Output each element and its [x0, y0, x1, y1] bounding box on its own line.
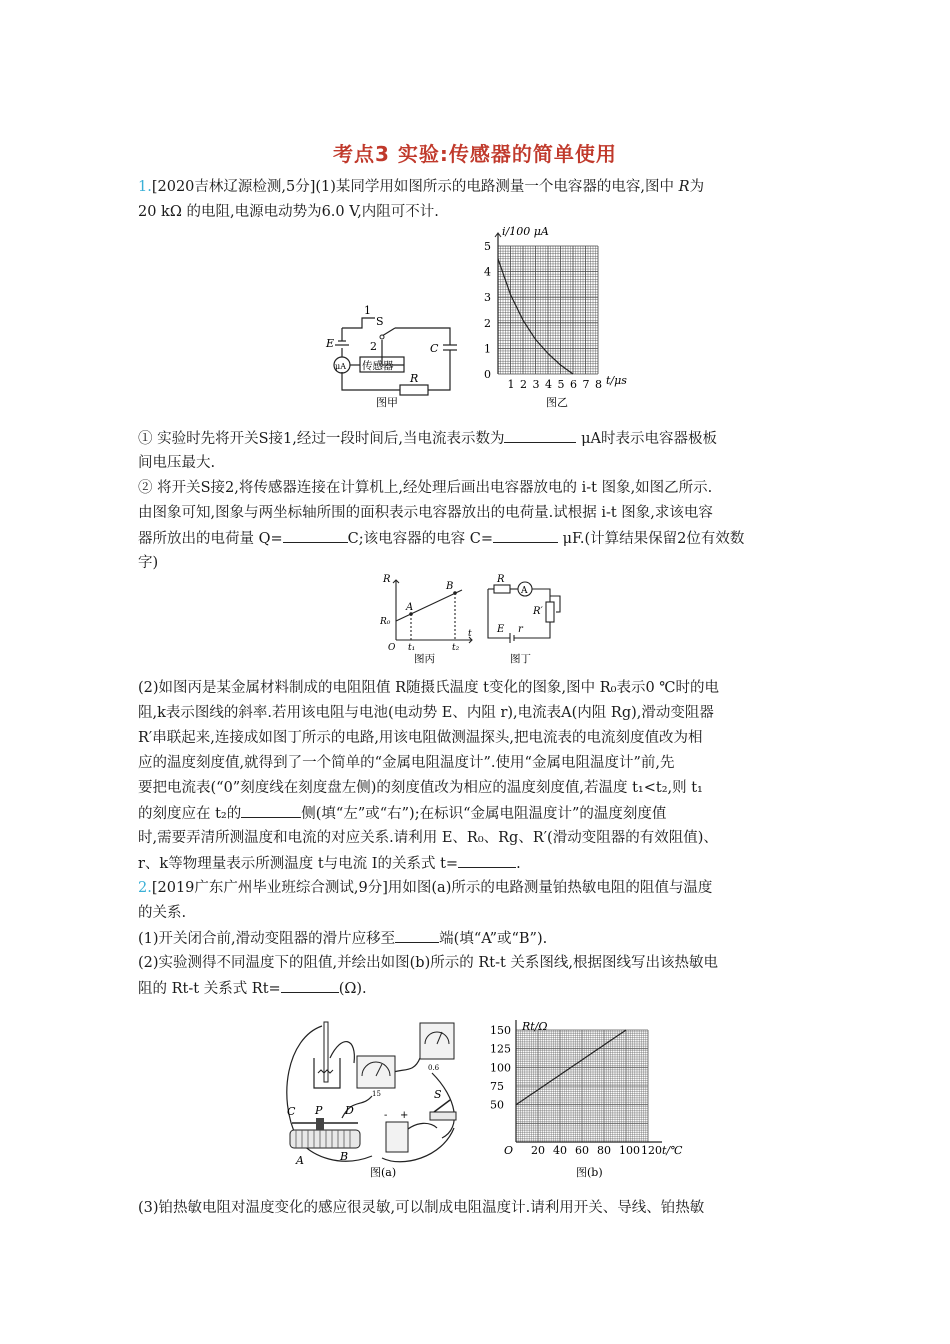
- yi-xtick-label: 1: [507, 378, 515, 391]
- bing-O: O: [388, 643, 396, 653]
- a-caption: 图(a): [370, 1166, 397, 1179]
- q1-p1: ① 实验时先将开关S接1,经过一段时间后,当电流表示数为 μA时表示电容器极板: [138, 426, 818, 452]
- ding-Rp: R′: [533, 606, 543, 617]
- q2-intro-line2: 的关系.: [138, 905, 187, 921]
- bing-t2: t₂: [452, 643, 460, 653]
- bing-t: t: [468, 629, 472, 639]
- blank-rt-expression[interactable]: [281, 976, 339, 993]
- blank-capacitance[interactable]: [493, 526, 558, 543]
- a-A: A: [296, 1154, 304, 1167]
- yi-ytick-label: 1: [484, 342, 491, 356]
- ding-E: E: [497, 624, 505, 635]
- b-xtick-label: 20: [531, 1144, 545, 1157]
- b-ytick-label: 125: [490, 1042, 511, 1056]
- jia-label-2: 2: [370, 340, 377, 353]
- b-xtick-label: 100: [619, 1144, 640, 1157]
- figure-yi-chart: [478, 222, 628, 412]
- q1-p2-line2: 由图象可知,图象与两坐标轴所围的面积表示电容器放出的电荷量.试根据 i-t 图象,求该电容: [138, 505, 713, 521]
- q2-intro: 2.[2019广东广州毕业班综合测试,9分]用如图(a)所示的电路测量铂热敏电阻的阻值与温度: [138, 880, 713, 896]
- b-ylabel: Rt/Ω: [522, 1020, 548, 1033]
- yi-xtick-label: 4: [545, 378, 552, 391]
- b-ytick-label: 150: [490, 1024, 511, 1037]
- a-minus: -: [384, 1110, 388, 1121]
- q1-p3-line5: 要把电流表(“0”刻度线在刻度盘左侧)的刻度值改为相应的温度刻度值,若温度 t₁<t₂,则 t₁: [138, 780, 703, 796]
- yi-xtick-label: 6: [570, 378, 577, 391]
- yi-caption: 图乙: [546, 396, 568, 409]
- q1-p3-line3: R′串联起来,连接成如图丁所示的电路,用该电阻做测温探头,把电流表的电流刻度值改为相: [138, 730, 703, 746]
- b-xtick-label: 80: [597, 1144, 611, 1157]
- q1-p3-line7: 时,需要弄清所测温度和电流的对应关系.请利用 E、R₀、Rg、R′(滑动变阻器的有效阻值)、: [138, 830, 718, 846]
- q1-p2-line1: ② 将开关S接2,将传感器连接在计算机上,经处理后画出电容器放电的 i-t 图象,如图乙所示.: [138, 480, 713, 496]
- jia-label-C: C: [430, 342, 439, 355]
- figure-jia: [320, 300, 470, 410]
- q1-p3-line4: 应的温度刻度值,就得到了一个简单的“金属电阻温度计”.使用“金属电阻温度计”前,先: [138, 755, 675, 771]
- jia-label-uA: μA: [335, 362, 346, 371]
- yi-xtick-label: 3: [532, 378, 540, 391]
- jia-label-S: S: [376, 315, 384, 328]
- figure-b-chart: [490, 1018, 690, 1180]
- a-P: P: [315, 1104, 323, 1117]
- b-xtick-label: 40: [553, 1144, 567, 1157]
- figure-a-apparatus: [282, 1018, 472, 1180]
- yi-axes: [495, 233, 501, 374]
- a-a06: 0.6: [428, 1064, 440, 1072]
- bing-R0: R₀: [380, 617, 391, 627]
- page-title: 考点3 实验:传感器的简单使用: [333, 142, 617, 166]
- yi-xtick-label: 5: [557, 378, 565, 391]
- ding-A: A: [521, 586, 528, 596]
- blank-charge[interactable]: [283, 526, 348, 543]
- bing-R: R: [383, 574, 391, 585]
- blank-relation[interactable]: [458, 851, 516, 868]
- q1-intro-line2: 20 kΩ 的电阻,电源电动势为6.0 V,内阻可不计.: [138, 204, 439, 220]
- yi-xtick-label: 7: [582, 378, 590, 391]
- yi-xlabel: t/μs: [606, 374, 627, 387]
- yi-ytick-label: 4: [484, 265, 491, 279]
- q1-p3-line2: 阻,k表示图线的斜率.若用该电阻与电池(电动势 E、内阻 r),电流表A(内阻 Rg),滑动变阻器: [138, 705, 714, 721]
- bing-B: B: [446, 581, 454, 592]
- a-B: B: [340, 1150, 349, 1163]
- b-ytick-label: 50: [490, 1098, 504, 1112]
- q1-p3-line1: (2)如图丙是某金属材料制成的电阻阻值 R随摄氏温度 t变化的图象,图中 R₀表示0 ℃时的电: [138, 680, 720, 696]
- a-D: D: [345, 1104, 354, 1117]
- ding-R: R: [497, 574, 505, 585]
- bing-t1: t₁: [408, 643, 416, 653]
- a-v15: 15: [372, 1090, 381, 1098]
- blank-slider-end[interactable]: [395, 926, 439, 943]
- yi-ylabel: i/100 μA: [502, 225, 549, 238]
- yi-ytick-label: 5: [484, 240, 491, 253]
- q2-s2-line2: 阻的 Rt-t 关系式 Rt= (Ω).: [138, 976, 818, 1002]
- a-C: C: [287, 1105, 296, 1118]
- ding-r: r: [518, 624, 523, 635]
- yi-ytick-label: 0: [484, 368, 491, 381]
- yi-ytick-label: 3: [484, 291, 491, 305]
- a-plus: +: [400, 1110, 409, 1121]
- yi-xtick-label: 8: [595, 378, 602, 391]
- q1-p1-line2: 间电压最大.: [138, 455, 216, 471]
- yi-xtick-label: 2: [520, 378, 527, 391]
- blank-current[interactable]: [504, 426, 576, 443]
- yi-ytick-label: 2: [484, 316, 491, 330]
- q2-s3: (3)铂热敏电阻对温度变化的感应很灵敏,可以制成电阻温度计.请利用开关、导线、铂热敏: [138, 1200, 705, 1216]
- q1-p2-line4: 字): [138, 555, 159, 571]
- figure-ding: [480, 572, 570, 664]
- q1-p3-line6: 的刻度应在 t₂的 侧(填“左”或“右”);在标识“金属电阻温度计”的温度刻度值: [138, 801, 818, 827]
- blank-side[interactable]: [241, 801, 301, 818]
- b-origin: O: [504, 1144, 514, 1157]
- jia-label-E: E: [326, 337, 335, 350]
- bing-caption: 图丙: [414, 653, 435, 664]
- b-ytick-label: 75: [490, 1080, 504, 1093]
- b-xlabel: t/℃: [662, 1144, 683, 1157]
- jia-caption: 图甲: [376, 396, 398, 409]
- q1-intro: 1.[2020吉林辽源检测,5分](1)某同学用如图所示的电路测量一个电容器的电容,图中 R为: [138, 179, 705, 195]
- ding-caption: 图丁: [510, 653, 531, 664]
- q2-s2-line1: (2)实验测得不同温度下的阻值,并绘出如图(b)所示的 Rt-t 关系图线,根据图线写出该热敏电: [138, 955, 719, 971]
- a-S: S: [434, 1088, 442, 1101]
- figure-bing: [380, 572, 480, 664]
- jia-label-1: 1: [364, 304, 371, 317]
- q1-number: 1.: [138, 179, 152, 195]
- q1-p3-line8: r、k等物理量表示所测温度 t与电流 I的关系式 t= .: [138, 851, 818, 877]
- b-caption: 图(b): [576, 1166, 603, 1179]
- b-xtick-label: 60: [575, 1144, 589, 1157]
- b-grid: [516, 1030, 648, 1142]
- jia-label-sensor: 传感器: [362, 360, 394, 372]
- q2-s1: (1)开关闭合前,滑动变阻器的滑片应移至 端(填“A”或“B”).: [138, 926, 818, 952]
- b-ytick-label: 100: [490, 1061, 511, 1075]
- q1-p2-line3: 器所放出的电荷量 Q= C;该电容器的电容 C= μF.(计算结果保留2位有效数: [138, 526, 818, 552]
- b-xtick-label: 120: [641, 1144, 662, 1157]
- yi-grid: [498, 246, 598, 374]
- q2-number: 2.: [138, 880, 152, 896]
- bing-A: A: [406, 602, 414, 613]
- jia-label-R: R: [410, 372, 419, 385]
